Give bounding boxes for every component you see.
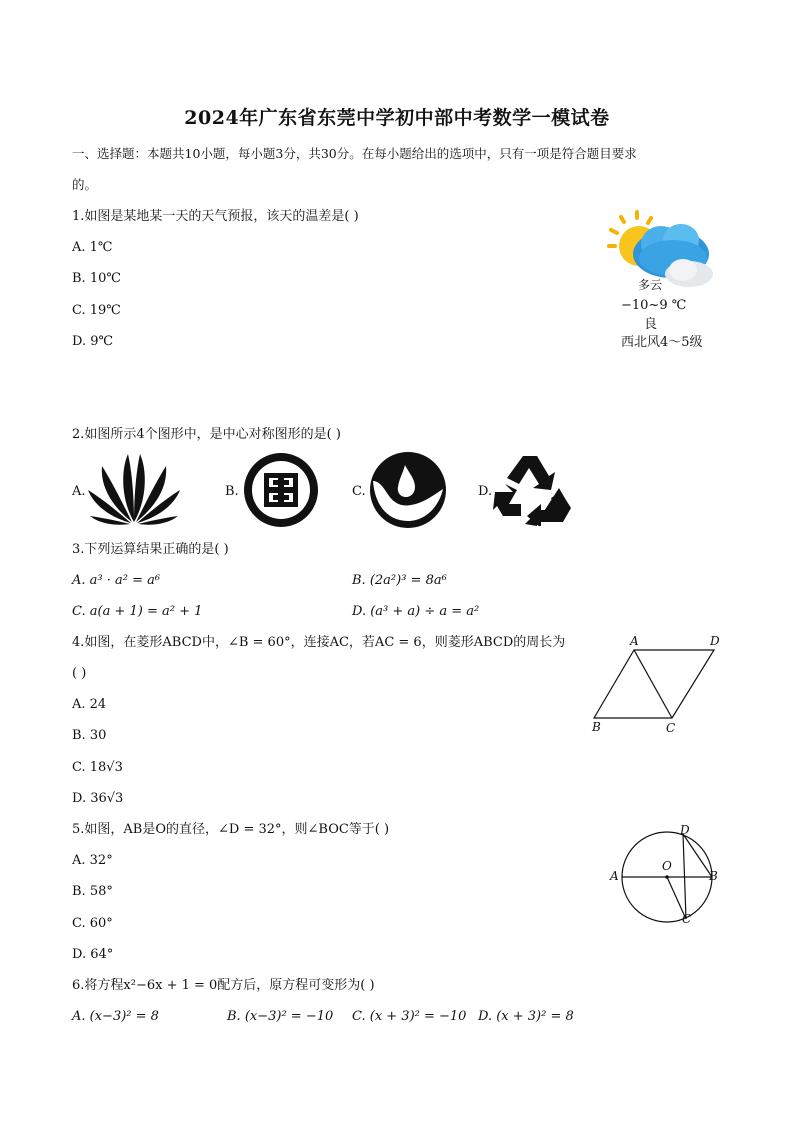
rhombus-label-b: B bbox=[592, 720, 601, 734]
q5-stem: 5.如图，AB是O的直径，∠D = 32°，则∠BOC等于( ) bbox=[72, 822, 390, 837]
q4-option-b: B. 30 bbox=[72, 728, 107, 743]
weather-air-quality: 良 bbox=[644, 317, 658, 332]
q4-option-a: A. 24 bbox=[72, 697, 107, 712]
q6-option-c: C. (x + 3)² = −10 bbox=[352, 1009, 467, 1024]
q3-option-b: B. (2a²)³ = 8a⁶ bbox=[352, 573, 447, 588]
q5-option-b: B. 58° bbox=[72, 884, 113, 899]
weather-temp: −10~9 ℃ bbox=[621, 298, 687, 313]
rhombus-label-d: D bbox=[710, 634, 720, 648]
q5-option-d: D. 64° bbox=[72, 947, 114, 962]
circle-label-a: A bbox=[610, 869, 619, 883]
q4-option-d: D. 36√3 bbox=[72, 791, 124, 806]
circle-label-b: B bbox=[709, 869, 718, 883]
q6-option-b: B. (x−3)² = −10 bbox=[227, 1009, 334, 1024]
weather-desc: 多云 bbox=[638, 278, 663, 292]
q2-label-c: C. bbox=[352, 484, 366, 499]
q1-stem: 1.如图是某地某一天的天气预报，该天的温差是( ) bbox=[72, 209, 359, 224]
drop-logo-icon bbox=[369, 451, 447, 529]
q5-option-a: A. 32° bbox=[72, 853, 113, 868]
q2-label-b: B. bbox=[225, 484, 239, 499]
weather-wind: 西北风4～5级 bbox=[621, 335, 703, 350]
q4-stem-paren: ( ) bbox=[72, 666, 87, 681]
q3-option-a: A. a³ · a² = a⁶ bbox=[72, 573, 161, 588]
q3-stem: 3.下列运算结果正确的是( ) bbox=[72, 542, 229, 557]
rhombus-figure bbox=[586, 634, 726, 738]
q1-option-d: D. 9℃ bbox=[72, 334, 114, 349]
q5-option-c: C. 60° bbox=[72, 916, 113, 931]
q2-stem: 2.如图所示4个图形中，是中心对称图形的是( ) bbox=[72, 427, 341, 442]
circle-figure bbox=[606, 822, 726, 928]
q6-stem: 6.将方程x²−6x + 1 = 0配方后，原方程可变形为( ) bbox=[72, 978, 375, 993]
q1-option-c: C. 19℃ bbox=[72, 303, 121, 318]
q2-label-d: D. bbox=[478, 484, 493, 499]
q6-option-d: D. (x + 3)² = 8 bbox=[478, 1009, 574, 1024]
recycle-icon bbox=[493, 452, 573, 526]
fan-logo-icon bbox=[86, 452, 182, 527]
q3-option-c: C. a(a + 1) = a² + 1 bbox=[72, 604, 203, 619]
rhombus-label-a: A bbox=[630, 634, 639, 648]
bank-logo-icon bbox=[242, 451, 320, 529]
section-instruction-line1: 一、选择题：本题共10小题，每小题3分，共30分。在每小题给出的选项中，只有一项是符合题目要求 bbox=[72, 146, 637, 161]
q2-label-a: A. bbox=[72, 484, 86, 499]
q4-option-c: C. 18√3 bbox=[72, 760, 123, 775]
circle-label-c: C bbox=[682, 912, 692, 926]
section-instruction-line2: 的。 bbox=[72, 177, 98, 192]
q1-option-b: B. 10℃ bbox=[72, 271, 121, 286]
q3-option-d: D. (a³ + a) ÷ a = a² bbox=[352, 604, 480, 619]
circle-label-d: D bbox=[680, 823, 690, 837]
partly-cloudy-icon bbox=[605, 208, 720, 288]
q6-option-a: A. (x−3)² = 8 bbox=[72, 1009, 159, 1024]
rhombus-label-c: C bbox=[666, 721, 676, 735]
q4-stem: 4.如图，在菱形ABCD中，∠B = 60°，连接AC，若AC = 6，则菱形ABCD的周长为 bbox=[72, 635, 566, 650]
page-title: 2024年广东省东莞中学初中部中考数学一模试卷 bbox=[184, 107, 610, 129]
circle-label-o: O bbox=[662, 859, 672, 873]
q1-option-a: A. 1℃ bbox=[72, 240, 113, 255]
